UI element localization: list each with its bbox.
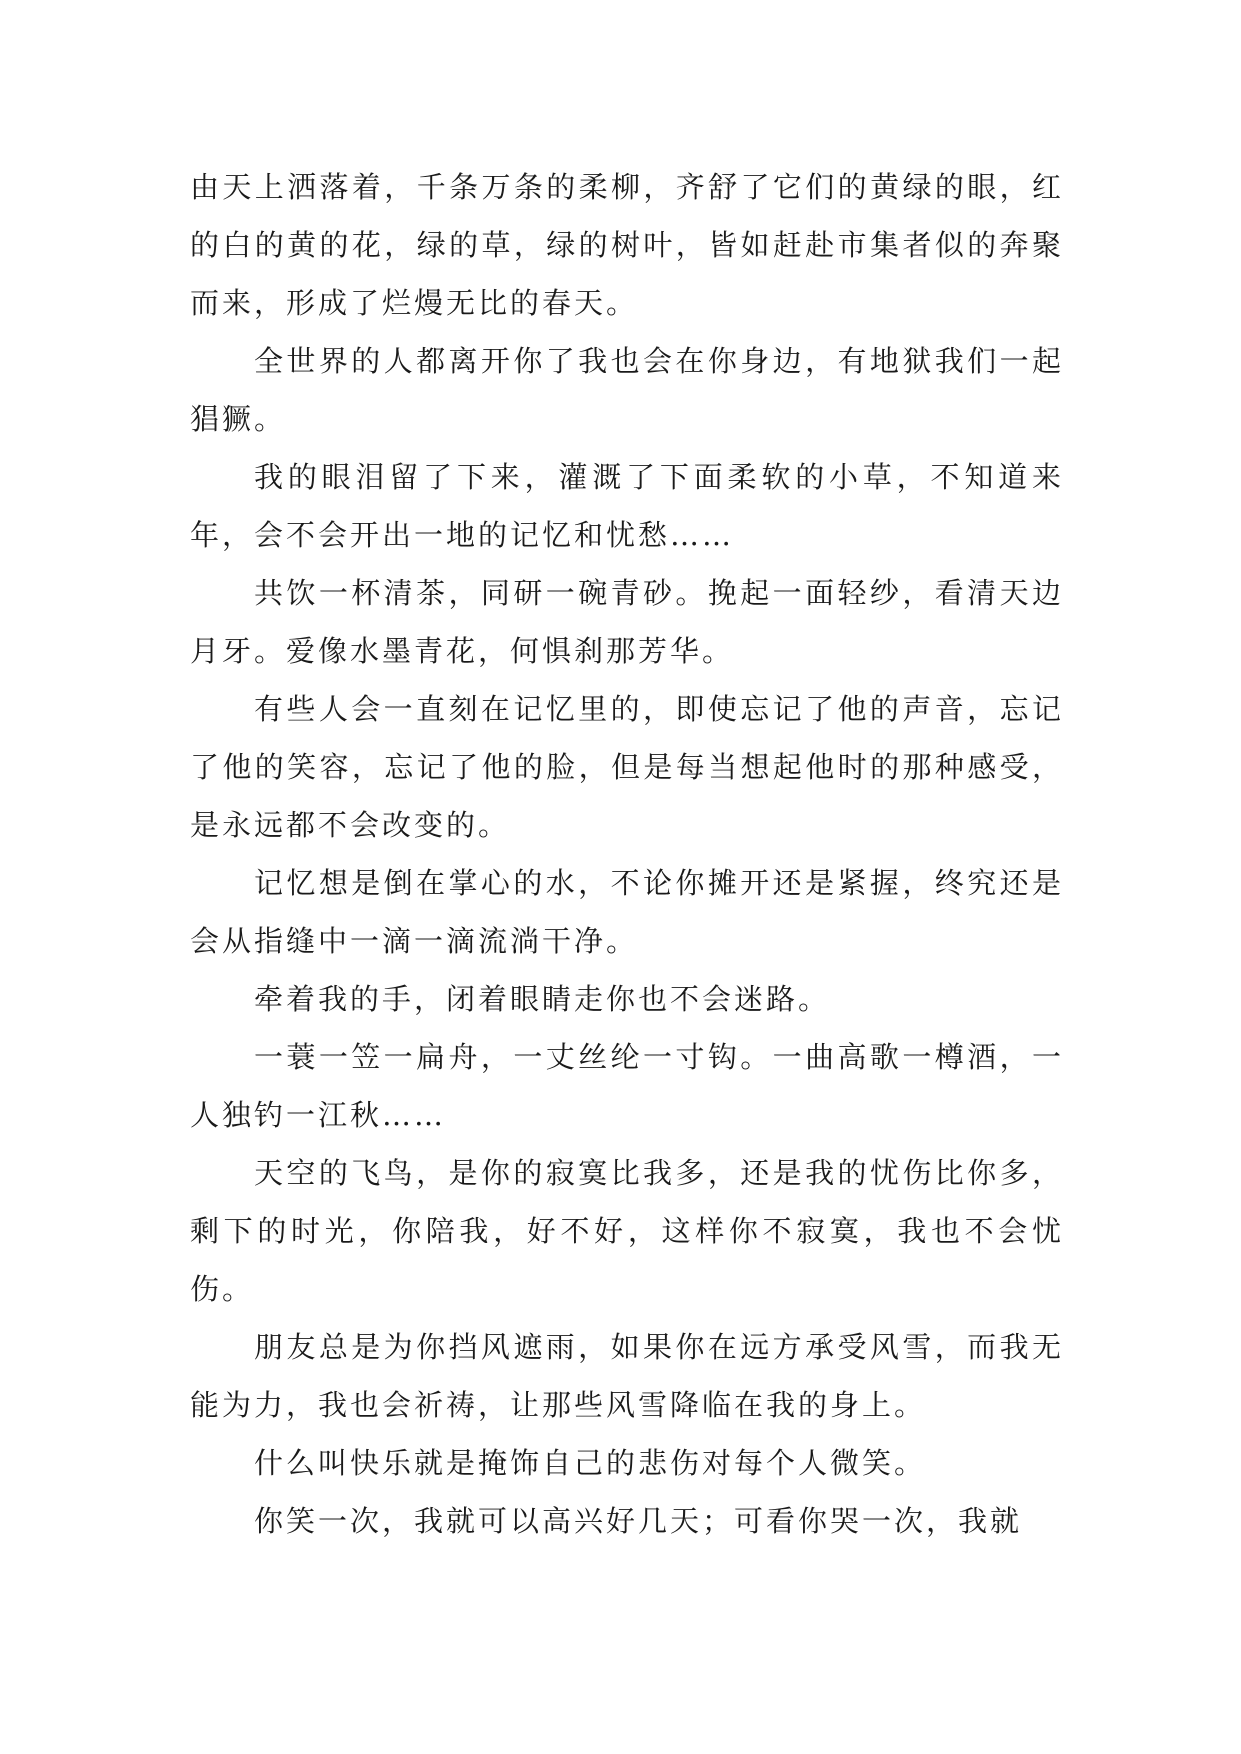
paragraph: 由天上洒落着，千条万条的柔柳，齐舒了它们的黄绿的眼，红的白的黄的花，绿的草，绿的树叶，皆如赶赴市集者似的奔聚而来，形成了烂熳无比的春天。 [190,170,1064,320]
paragraph: 天空的飞鸟，是你的寂寞比我多，还是我的忧伤比你多，剩下的时光，你陪我，好不好，这样你不寂寞，我也不会忧伤。 [190,1156,1064,1306]
paragraph: 牵着我的手，闭着眼睛走你也不会迷路。 [254,982,831,1016]
paragraph: 你笑一次，我就可以高兴好几天；可看你哭一次，我就 [254,1504,1023,1538]
paragraph: 一蓑一笠一扁舟，一丈丝纶一寸钩。一曲高歌一樽酒，一人独钓一江秋…… [190,1040,1064,1132]
paragraph: 我的眼泪留了下来，灌溉了下面柔软的小草，不知道来年，会不会开出一地的记忆和忧愁…… [190,460,1064,552]
paragraph: 有些人会一直刻在记忆里的，即使忘记了他的声音，忘记了他的笑容，忘记了他的脸，但是每当想起他时的那种感受，是永远都不会改变的。 [190,692,1064,842]
paragraph: 什么叫快乐就是掩饰自己的悲伤对每个人微笑。 [254,1446,927,1480]
paragraph: 记忆想是倒在掌心的水，不论你摊开还是紧握，终究还是会从指缝中一滴一滴流淌干净。 [190,866,1064,958]
paragraph: 朋友总是为你挡风遮雨，如果你在远方承受风雪，而我无能为力，我也会祈祷，让那些风雪降临在我的身上。 [190,1330,1064,1422]
paragraph: 全世界的人都离开你了我也会在你身边，有地狱我们一起猖獗。 [190,344,1064,436]
paragraph: 共饮一杯清茶，同研一碗青砂。挽起一面轻纱，看清天边月牙。爱像水墨青花，何惧刹那芳华。 [190,576,1064,668]
document-body [190,158,1064,1550]
